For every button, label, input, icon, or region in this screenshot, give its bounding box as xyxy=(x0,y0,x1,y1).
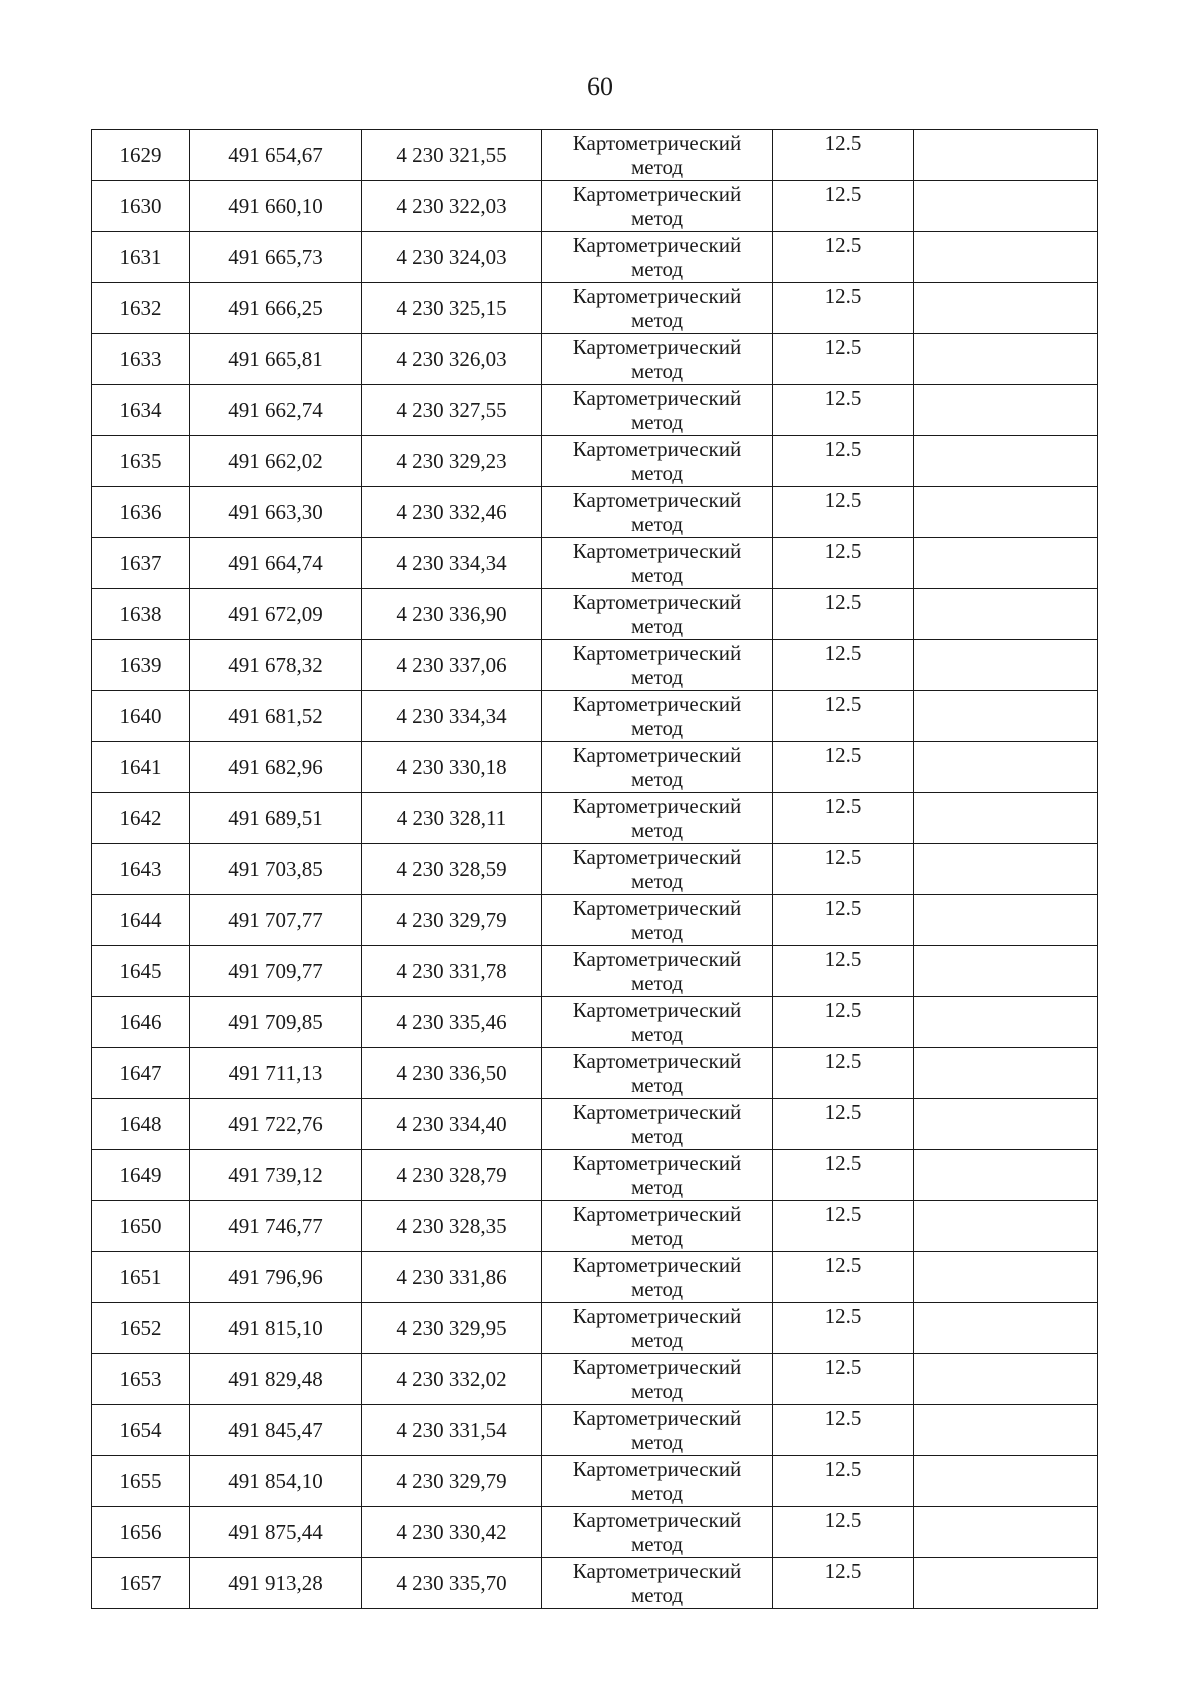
method-line-1: Картометрический xyxy=(572,182,742,206)
table-row xyxy=(92,1252,1098,1303)
method-line-1: Картометрический xyxy=(572,386,742,410)
table-row xyxy=(92,946,1098,997)
method-line-1: Картометрический xyxy=(572,1304,742,1328)
method-line-2: метод xyxy=(630,1022,684,1046)
note-cell xyxy=(914,385,1098,436)
table-row xyxy=(92,640,1098,691)
table-row xyxy=(92,334,1098,385)
table-row xyxy=(92,1507,1098,1558)
y-coordinate-cell: 4 230 322,03 xyxy=(362,181,542,232)
table-row xyxy=(92,538,1098,589)
accuracy-cell: 12.5 xyxy=(773,538,914,589)
x-coordinate-cell: 491 662,02 xyxy=(190,436,362,487)
method-line-1: Картометрический xyxy=(572,692,742,716)
table-body xyxy=(92,130,1098,1609)
method-line-2: метод xyxy=(630,1430,684,1454)
method-line-2: метод xyxy=(630,410,684,434)
method-line-2: метод xyxy=(630,767,684,791)
note-cell xyxy=(914,844,1098,895)
method-cell xyxy=(542,895,773,946)
note-cell xyxy=(914,691,1098,742)
method-line-2: метод xyxy=(630,971,684,995)
note-cell xyxy=(914,1456,1098,1507)
method-line-1: Картометрический xyxy=(572,743,742,767)
point-number-cell: 1636 xyxy=(92,487,190,538)
y-coordinate-cell: 4 230 331,54 xyxy=(362,1405,542,1456)
x-coordinate-cell: 491 682,96 xyxy=(190,742,362,793)
accuracy-cell: 12.5 xyxy=(773,589,914,640)
note-cell xyxy=(914,640,1098,691)
note-cell xyxy=(914,1507,1098,1558)
point-number-cell: 1633 xyxy=(92,334,190,385)
method-cell xyxy=(542,232,773,283)
accuracy-cell: 12.5 xyxy=(773,283,914,334)
method-line-2: метод xyxy=(630,1226,684,1250)
note-cell xyxy=(914,1558,1098,1609)
point-number-cell: 1638 xyxy=(92,589,190,640)
table-row xyxy=(92,1456,1098,1507)
y-coordinate-cell: 4 230 334,34 xyxy=(362,538,542,589)
table-row xyxy=(92,742,1098,793)
accuracy-cell: 12.5 xyxy=(773,1507,914,1558)
y-coordinate-cell: 4 230 334,40 xyxy=(362,1099,542,1150)
accuracy-cell: 12.5 xyxy=(773,1048,914,1099)
y-coordinate-cell: 4 230 336,90 xyxy=(362,589,542,640)
note-cell xyxy=(914,1405,1098,1456)
x-coordinate-cell: 491 709,77 xyxy=(190,946,362,997)
point-number-cell: 1632 xyxy=(92,283,190,334)
accuracy-cell: 12.5 xyxy=(773,130,914,181)
x-coordinate-cell: 491 711,13 xyxy=(190,1048,362,1099)
note-cell xyxy=(914,997,1098,1048)
method-cell xyxy=(542,487,773,538)
method-cell xyxy=(542,1303,773,1354)
x-coordinate-cell: 491 815,10 xyxy=(190,1303,362,1354)
accuracy-cell: 12.5 xyxy=(773,946,914,997)
method-cell xyxy=(542,1354,773,1405)
accuracy-cell: 12.5 xyxy=(773,487,914,538)
page-number: 60 xyxy=(587,72,613,101)
note-cell xyxy=(914,334,1098,385)
x-coordinate-cell: 491 660,10 xyxy=(190,181,362,232)
y-coordinate-cell: 4 230 335,70 xyxy=(362,1558,542,1609)
point-number-cell: 1635 xyxy=(92,436,190,487)
method-line-1: Картометрический xyxy=(572,1355,742,1379)
x-coordinate-cell: 491 796,96 xyxy=(190,1252,362,1303)
point-number-cell: 1654 xyxy=(92,1405,190,1456)
note-cell xyxy=(914,1303,1098,1354)
note-cell xyxy=(914,1099,1098,1150)
x-coordinate-cell: 491 746,77 xyxy=(190,1201,362,1252)
y-coordinate-cell: 4 230 329,23 xyxy=(362,436,542,487)
y-coordinate-cell: 4 230 321,55 xyxy=(362,130,542,181)
table-row xyxy=(92,1150,1098,1201)
method-line-2: метод xyxy=(630,1481,684,1505)
method-line-1: Картометрический xyxy=(572,1100,742,1124)
point-number-cell: 1637 xyxy=(92,538,190,589)
method-line-2: метод xyxy=(630,563,684,587)
point-number-cell: 1652 xyxy=(92,1303,190,1354)
table-row xyxy=(92,589,1098,640)
point-number-cell: 1649 xyxy=(92,1150,190,1201)
note-cell xyxy=(914,946,1098,997)
y-coordinate-cell: 4 230 330,18 xyxy=(362,742,542,793)
x-coordinate-cell: 491 665,81 xyxy=(190,334,362,385)
method-cell xyxy=(542,283,773,334)
accuracy-cell: 12.5 xyxy=(773,1354,914,1405)
x-coordinate-cell: 491 854,10 xyxy=(190,1456,362,1507)
accuracy-cell: 12.5 xyxy=(773,1303,914,1354)
method-cell xyxy=(542,1405,773,1456)
table-row xyxy=(92,1405,1098,1456)
y-coordinate-cell: 4 230 331,86 xyxy=(362,1252,542,1303)
method-line-1: Картометрический xyxy=(572,998,742,1022)
point-number-cell: 1639 xyxy=(92,640,190,691)
method-line-2: метод xyxy=(630,1379,684,1403)
y-coordinate-cell: 4 230 329,95 xyxy=(362,1303,542,1354)
table-row xyxy=(92,130,1098,181)
accuracy-cell: 12.5 xyxy=(773,436,914,487)
method-line-1: Картометрический xyxy=(572,590,742,614)
table-row xyxy=(92,844,1098,895)
point-number-cell: 1641 xyxy=(92,742,190,793)
point-number-cell: 1643 xyxy=(92,844,190,895)
table-row xyxy=(92,1048,1098,1099)
note-cell xyxy=(914,793,1098,844)
method-cell xyxy=(542,1201,773,1252)
method-line-1: Картометрический xyxy=(572,284,742,308)
y-coordinate-cell: 4 230 328,79 xyxy=(362,1150,542,1201)
method-line-1: Картометрический xyxy=(572,641,742,665)
note-cell xyxy=(914,1252,1098,1303)
method-line-1: Картометрический xyxy=(572,1508,742,1532)
y-coordinate-cell: 4 230 328,35 xyxy=(362,1201,542,1252)
method-line-2: метод xyxy=(630,818,684,842)
method-line-1: Картометрический xyxy=(572,539,742,563)
y-coordinate-cell: 4 230 326,03 xyxy=(362,334,542,385)
coordinates-table xyxy=(91,129,1098,1609)
note-cell xyxy=(914,487,1098,538)
method-cell xyxy=(542,1048,773,1099)
y-coordinate-cell: 4 230 329,79 xyxy=(362,895,542,946)
accuracy-cell: 12.5 xyxy=(773,793,914,844)
accuracy-cell: 12.5 xyxy=(773,1099,914,1150)
table-row xyxy=(92,283,1098,334)
method-cell xyxy=(542,1099,773,1150)
x-coordinate-cell: 491 913,28 xyxy=(190,1558,362,1609)
table-row xyxy=(92,436,1098,487)
x-coordinate-cell: 491 663,30 xyxy=(190,487,362,538)
method-line-1: Картометрический xyxy=(572,896,742,920)
method-cell xyxy=(542,130,773,181)
method-cell xyxy=(542,385,773,436)
point-number-cell: 1653 xyxy=(92,1354,190,1405)
table-row xyxy=(92,1201,1098,1252)
accuracy-cell: 12.5 xyxy=(773,742,914,793)
accuracy-cell: 12.5 xyxy=(773,895,914,946)
method-line-1: Картометрический xyxy=(572,1151,742,1175)
table-row xyxy=(92,691,1098,742)
table-row xyxy=(92,232,1098,283)
point-number-cell: 1630 xyxy=(92,181,190,232)
method-line-1: Картометрический xyxy=(572,1049,742,1073)
y-coordinate-cell: 4 230 328,59 xyxy=(362,844,542,895)
note-cell xyxy=(914,232,1098,283)
table-row xyxy=(92,1354,1098,1405)
point-number-cell: 1644 xyxy=(92,895,190,946)
method-line-2: метод xyxy=(630,1583,684,1607)
point-number-cell: 1631 xyxy=(92,232,190,283)
table-row xyxy=(92,997,1098,1048)
method-line-2: метод xyxy=(630,257,684,281)
method-cell xyxy=(542,997,773,1048)
method-line-2: метод xyxy=(630,359,684,383)
x-coordinate-cell: 491 709,85 xyxy=(190,997,362,1048)
note-cell xyxy=(914,742,1098,793)
method-line-1: Картометрический xyxy=(572,488,742,512)
method-line-1: Картометрический xyxy=(572,947,742,971)
y-coordinate-cell: 4 230 330,42 xyxy=(362,1507,542,1558)
method-line-1: Картометрический xyxy=(572,794,742,818)
method-line-2: метод xyxy=(630,1328,684,1352)
y-coordinate-cell: 4 230 337,06 xyxy=(362,640,542,691)
method-cell xyxy=(542,844,773,895)
note-cell xyxy=(914,1048,1098,1099)
method-line-1: Картометрический xyxy=(572,437,742,461)
x-coordinate-cell: 491 689,51 xyxy=(190,793,362,844)
x-coordinate-cell: 491 654,67 xyxy=(190,130,362,181)
point-number-cell: 1648 xyxy=(92,1099,190,1150)
y-coordinate-cell: 4 230 328,11 xyxy=(362,793,542,844)
y-coordinate-cell: 4 230 332,02 xyxy=(362,1354,542,1405)
method-cell xyxy=(542,1558,773,1609)
accuracy-cell: 12.5 xyxy=(773,1405,914,1456)
y-coordinate-cell: 4 230 334,34 xyxy=(362,691,542,742)
note-cell xyxy=(914,538,1098,589)
method-line-1: Картометрический xyxy=(572,1406,742,1430)
point-number-cell: 1657 xyxy=(92,1558,190,1609)
note-cell xyxy=(914,1354,1098,1405)
x-coordinate-cell: 491 722,76 xyxy=(190,1099,362,1150)
x-coordinate-cell: 491 845,47 xyxy=(190,1405,362,1456)
method-line-2: метод xyxy=(630,206,684,230)
table-row xyxy=(92,1558,1098,1609)
method-cell xyxy=(542,589,773,640)
y-coordinate-cell: 4 230 332,46 xyxy=(362,487,542,538)
method-line-1: Картометрический xyxy=(572,335,742,359)
point-number-cell: 1656 xyxy=(92,1507,190,1558)
table-row xyxy=(92,895,1098,946)
method-cell xyxy=(542,691,773,742)
y-coordinate-cell: 4 230 327,55 xyxy=(362,385,542,436)
method-line-2: метод xyxy=(630,512,684,536)
accuracy-cell: 12.5 xyxy=(773,232,914,283)
note-cell xyxy=(914,436,1098,487)
note-cell xyxy=(914,589,1098,640)
point-number-cell: 1634 xyxy=(92,385,190,436)
accuracy-cell: 12.5 xyxy=(773,1558,914,1609)
accuracy-cell: 12.5 xyxy=(773,640,914,691)
method-cell xyxy=(542,334,773,385)
table-row xyxy=(92,793,1098,844)
method-cell xyxy=(542,181,773,232)
table-row xyxy=(92,385,1098,436)
method-cell xyxy=(542,793,773,844)
accuracy-cell: 12.5 xyxy=(773,691,914,742)
method-line-2: метод xyxy=(630,1532,684,1556)
point-number-cell: 1655 xyxy=(92,1456,190,1507)
method-line-1: Картометрический xyxy=(572,1559,742,1583)
method-cell xyxy=(542,436,773,487)
point-number-cell: 1646 xyxy=(92,997,190,1048)
method-line-1: Картометрический xyxy=(572,845,742,869)
accuracy-cell: 12.5 xyxy=(773,385,914,436)
method-line-2: метод xyxy=(630,155,684,179)
method-line-2: метод xyxy=(630,614,684,638)
x-coordinate-cell: 491 666,25 xyxy=(190,283,362,334)
method-line-1: Картометрический xyxy=(572,1457,742,1481)
method-cell xyxy=(542,640,773,691)
method-cell xyxy=(542,742,773,793)
table-row xyxy=(92,1303,1098,1354)
note-cell xyxy=(914,130,1098,181)
method-line-1: Картометрический xyxy=(572,1253,742,1277)
x-coordinate-cell: 491 739,12 xyxy=(190,1150,362,1201)
table-row xyxy=(92,1099,1098,1150)
point-number-cell: 1642 xyxy=(92,793,190,844)
x-coordinate-cell: 491 875,44 xyxy=(190,1507,362,1558)
method-line-2: метод xyxy=(630,665,684,689)
x-coordinate-cell: 491 703,85 xyxy=(190,844,362,895)
method-cell xyxy=(542,1252,773,1303)
method-line-2: метод xyxy=(630,1277,684,1301)
y-coordinate-cell: 4 230 331,78 xyxy=(362,946,542,997)
note-cell xyxy=(914,1150,1098,1201)
method-cell xyxy=(542,1150,773,1201)
note-cell xyxy=(914,283,1098,334)
method-cell xyxy=(542,1507,773,1558)
method-cell xyxy=(542,538,773,589)
method-line-2: метод xyxy=(630,461,684,485)
accuracy-cell: 12.5 xyxy=(773,1252,914,1303)
note-cell xyxy=(914,181,1098,232)
x-coordinate-cell: 491 678,32 xyxy=(190,640,362,691)
x-coordinate-cell: 491 664,74 xyxy=(190,538,362,589)
method-cell xyxy=(542,1456,773,1507)
accuracy-cell: 12.5 xyxy=(773,997,914,1048)
accuracy-cell: 12.5 xyxy=(773,1150,914,1201)
y-coordinate-cell: 4 230 329,79 xyxy=(362,1456,542,1507)
x-coordinate-cell: 491 829,48 xyxy=(190,1354,362,1405)
point-number-cell: 1640 xyxy=(92,691,190,742)
point-number-cell: 1650 xyxy=(92,1201,190,1252)
method-line-2: метод xyxy=(630,1175,684,1199)
x-coordinate-cell: 491 662,74 xyxy=(190,385,362,436)
y-coordinate-cell: 4 230 336,50 xyxy=(362,1048,542,1099)
x-coordinate-cell: 491 665,73 xyxy=(190,232,362,283)
y-coordinate-cell: 4 230 325,15 xyxy=(362,283,542,334)
method-line-1: Картометрический xyxy=(572,1202,742,1226)
method-line-2: метод xyxy=(630,869,684,893)
table-row xyxy=(92,181,1098,232)
point-number-cell: 1647 xyxy=(92,1048,190,1099)
point-number-cell: 1645 xyxy=(92,946,190,997)
method-line-2: метод xyxy=(630,308,684,332)
accuracy-cell: 12.5 xyxy=(773,844,914,895)
x-coordinate-cell: 491 681,52 xyxy=(190,691,362,742)
x-coordinate-cell: 491 707,77 xyxy=(190,895,362,946)
method-line-1: Картометрический xyxy=(572,233,742,257)
note-cell xyxy=(914,1201,1098,1252)
accuracy-cell: 12.5 xyxy=(773,334,914,385)
x-coordinate-cell: 491 672,09 xyxy=(190,589,362,640)
accuracy-cell: 12.5 xyxy=(773,1201,914,1252)
method-line-2: метод xyxy=(630,1124,684,1148)
method-line-2: метод xyxy=(630,716,684,740)
note-cell xyxy=(914,895,1098,946)
method-line-1: Картометрический xyxy=(572,131,742,155)
accuracy-cell: 12.5 xyxy=(773,1456,914,1507)
method-line-2: метод xyxy=(630,920,684,944)
method-cell xyxy=(542,946,773,997)
y-coordinate-cell: 4 230 335,46 xyxy=(362,997,542,1048)
y-coordinate-cell: 4 230 324,03 xyxy=(362,232,542,283)
accuracy-cell: 12.5 xyxy=(773,181,914,232)
table-row xyxy=(92,487,1098,538)
point-number-cell: 1651 xyxy=(92,1252,190,1303)
method-line-2: метод xyxy=(630,1073,684,1097)
point-number-cell: 1629 xyxy=(92,130,190,181)
